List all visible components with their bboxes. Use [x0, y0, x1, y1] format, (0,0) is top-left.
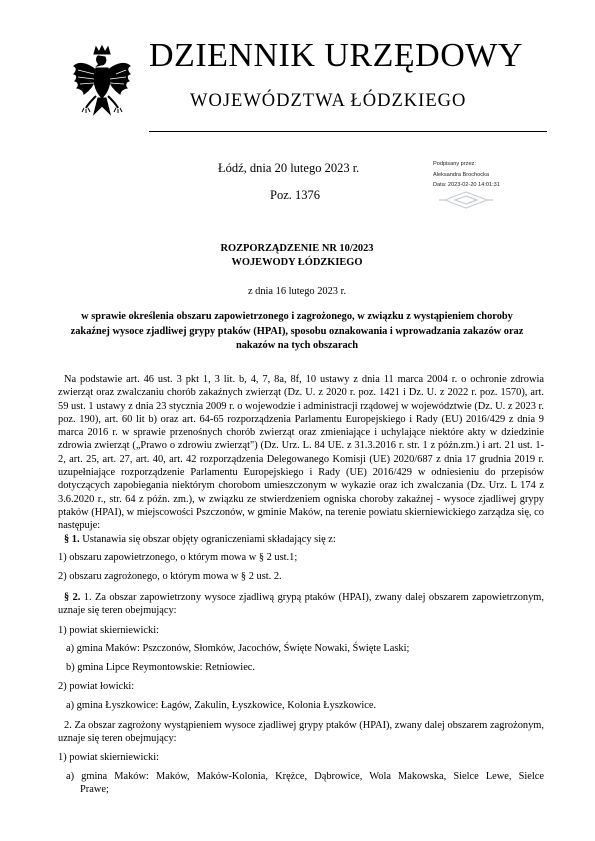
subject-line: nakazów na tych obszarach: [235, 340, 359, 351]
list-item: 2) powiat łowicki:: [58, 681, 135, 692]
eagle-emblem-icon: [72, 44, 132, 122]
list-subitem: b) gmina Lipce Reymontowskie: Retniowiec.: [66, 662, 256, 673]
list-item: 2) obszaru zagrożonego, o którym mowa w § 2 ust. 2.: [58, 571, 282, 582]
list-subitem-continuation: Prawe;: [80, 784, 109, 795]
list-item: 1) obszaru zapowietrzonego, o którym mowa w § 2 ust.1;: [58, 552, 298, 563]
section-1-mark: § 1.: [64, 534, 80, 545]
header-divider: [149, 131, 547, 132]
list-subitem: a) gmina Maków: Maków, Maków-Kolonia, Krężce, Dąbrowice, Wola Makowska, Sielce Lewe, Sielce: [66, 771, 544, 782]
signature-label: Podpisany przez:: [433, 161, 476, 167]
preamble-paragraph: Na podstawie art. 46 ust. 3 pkt 1, 3 lit. b, 4, 7, 8a, 8f, 10 ustawy z dnia 11 marca 2004 r. o ochronie zdrowia zwierząt oraz zwalczaniu chorób zakaźnych zwierząt (Dz. U. z 2020 r. poz. 1421 i Dz. U. z 2022 r. poz. 1570), art. 59 ust. 1 ustawy z dnia 23 stycznia 2009 r. o wojewodzie i administracji rządowej w województwie (Dz. U. z 2023 r. poz. 190), art. 60 lit b) oraz art. 64-65 rozporządzenia Parlamentu Europejskiego i Rady (EU) 2016/429 z dnia 9 marca 2016 r. w sprawie przenośnych chorób zwierząt oraz zmieniające i uchylające niektóre akty w dziedzinie zdrowia zwierząt („Prawo o zdrowiu zwierząt") (Dz. Urz. L. 84 UE. z 31.3.2016 r. str. 1 z późn.zm.) i art. 21 ust. 1-2, art. 25, art. 27, art. 40, art. 42 rozporządzenia Delegowanego Komisji (UE) 2020/687 z dnia 17 grudnia 2019 r. uzupełniające rozporządzenie Parlamentu Europejskiego i Rady (UE) 2016/429 w odniesieniu do przepisów dotyczących zapobiegania niektórym chorobom umieszczonym w wykazie oraz ich zwalczania (Dz. Urz. L 174 z 3.6.2020 r., str. 64 z późn. zm.), w związku ze stwierdzeniem ogniska choroby zakaźnej - wysoce zjadliwej grypy ptaków (HPAI), w miejscowości Pszczonów, w gminie Maków, na terenie powiatu skierniewickiego zarządza się, co następuje:: [58, 374, 544, 532]
section-2-paragraph: [58, 591, 544, 618]
section-1-text: Ustanawia się obszar objęty ograniczeniami składający się z:: [79, 534, 336, 545]
journal-subtitle: WOJEWÓDZTWA ŁÓDZKIEGO: [190, 91, 467, 111]
subject-line: zakaźnej wysoce zjadliwej grypy ptaków (HPAI), sposobu oznakowania i wprowadzania zakazów oraz: [70, 325, 524, 337]
signature-name: Aleksandra Brochocka: [433, 171, 489, 178]
list-subitem: a) gmina Maków: Pszczonów, Słomków, Jacochów, Święte Nowaki, Święte Laski;: [66, 643, 410, 654]
list-subitem: a) gmina Łyszkowice: Łagów, Zakulin, Łyszkowice, Kolonia Łyszkowice.: [66, 700, 377, 711]
section-2-text: 1. Za obszar zapowietrzony wysoce zjadliwą grypą ptaków (HPAI), zwany dalej obszarem zapowietrzonym, uznaje się teren obejmujący:: [58, 592, 544, 617]
regulation-number: ROZPORZĄDZENIE NR 10/2023: [220, 243, 374, 254]
list-item: 1) powiat skierniewicki:: [58, 752, 159, 763]
place-date: Łódź, dnia 20 lutego 2023 r.: [218, 161, 360, 175]
list-item: 1) powiat skierniewicki:: [58, 625, 159, 636]
regulation-title: [58, 242, 536, 270]
signature-date: Data: 2023-02-20 14:01:31: [433, 182, 500, 188]
section-2-point-2-paragraph: 2. Za obszar zagrożony wystąpieniem wysoce zjadliwej grypy ptaków (HPAI), zwany dalej obszarem zagrożonym, uznaje się teren obejmujący:: [58, 720, 544, 745]
journal-title: DZIENNIK URZĘDOWY: [149, 37, 523, 74]
section-2-mark: § 2.: [64, 592, 81, 603]
regulation-issuer: WOJEWODY ŁÓDZKIEGO: [231, 257, 363, 268]
position-number: Poz. 1376: [270, 188, 320, 202]
subject-line: w sprawie określenia obszaru zapowietrzonego i zagrożonego, w związku z wystąpieniem choroby: [81, 311, 513, 322]
regulation-date: z dnia 16 lutego 2023 r.: [247, 286, 347, 297]
signature-logo-icon: [437, 190, 495, 210]
electronic-signature: [433, 159, 500, 191]
section-1-paragraph: [58, 533, 544, 546]
regulation-subject: [58, 310, 536, 354]
